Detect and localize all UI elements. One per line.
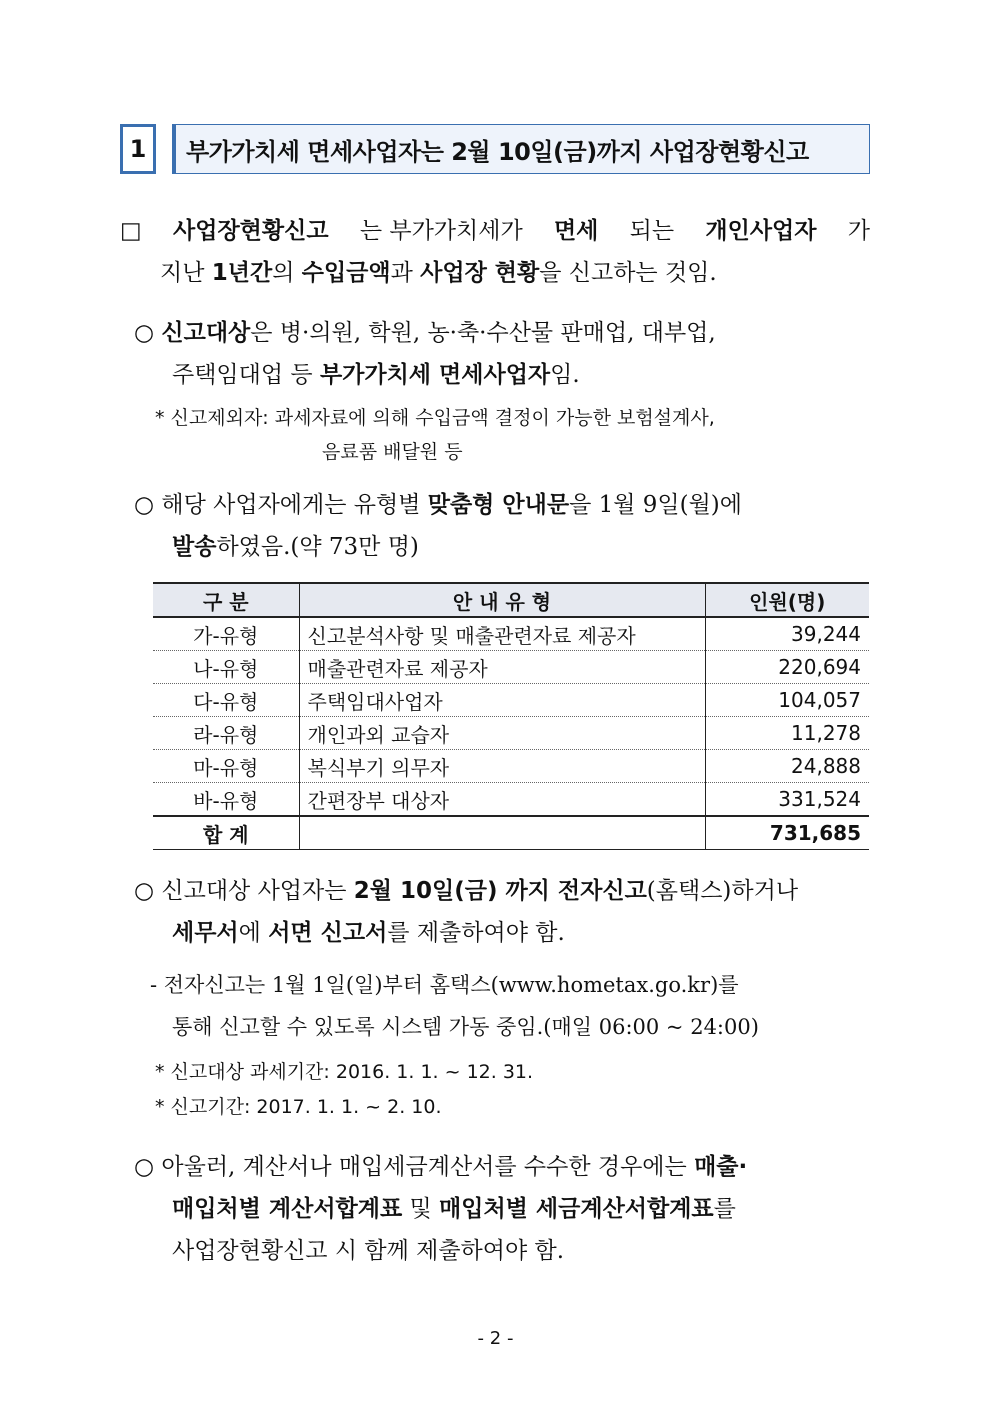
- header-type: 안 내 유 형: [299, 583, 705, 617]
- table-cell: 복식부기 의무자: [299, 750, 705, 783]
- text: 임.: [550, 362, 580, 388]
- text: 맞춤형 안내문: [427, 492, 570, 518]
- text: 면세: [553, 218, 599, 244]
- text: 신고대상 사업자는: [161, 878, 354, 904]
- para4-note2: * 신고기간: 2017. 1. 1. ~ 2. 10.: [155, 1096, 442, 1118]
- text: 사업장현황신고: [173, 218, 329, 244]
- section-number: 1: [120, 124, 156, 174]
- para4-note1: * 신고대상 과세기간: 2016. 1. 1. ~ 12. 31.: [155, 1061, 534, 1083]
- para3-line2: [172, 530, 872, 564]
- text: 가: [847, 218, 870, 244]
- table-cell: 11,278: [705, 717, 869, 750]
- text: 과: [390, 260, 421, 286]
- text: 사업장 현황: [420, 260, 540, 286]
- text: 2월 10일(금) 까지 전자신고: [353, 878, 647, 904]
- para5-line2: [172, 1192, 872, 1226]
- table-cell: 간편장부 대상자: [299, 783, 705, 817]
- table-row: [153, 783, 869, 817]
- text: 주택임대업 등: [172, 362, 320, 388]
- table-cell: 바-유형: [153, 783, 299, 817]
- table-row: [153, 617, 869, 651]
- table-row: [153, 750, 869, 783]
- section-title: 부가가치세 면세사업자는 2월 10일(금)까지 사업장현황신고: [172, 124, 870, 174]
- table-cell: 마-유형: [153, 750, 299, 783]
- table-cell: 24,888: [705, 750, 869, 783]
- text: 개인사업자: [705, 218, 817, 244]
- table-cell: 합 계: [153, 816, 299, 850]
- circle-bullet-icon: ○: [134, 1154, 155, 1180]
- circle-bullet-icon: ○: [134, 492, 155, 518]
- para5-line3: 사업장현황신고 시 함께 제출하여야 함.: [172, 1238, 565, 1264]
- table-total-row: [153, 816, 869, 850]
- table-cell: 나-유형: [153, 651, 299, 684]
- para2-line2: [172, 358, 872, 392]
- text: 의: [272, 260, 302, 286]
- page-number: - 2 -: [477, 1328, 514, 1349]
- para2-line1: [134, 316, 874, 350]
- table-row: [153, 651, 869, 684]
- table-cell: 104,057: [705, 684, 869, 717]
- text: 아울러, 계산서나 매입세금계산서를 수수한 경우에는: [161, 1154, 695, 1180]
- table-cell: 주택임대사업자: [299, 684, 705, 717]
- table-cell: [299, 816, 705, 850]
- text: 을 신고하는 것임.: [539, 260, 717, 286]
- text: 되는: [629, 218, 675, 244]
- table-row: [153, 717, 869, 750]
- text: 세무서: [172, 920, 239, 946]
- table-header-row: [153, 583, 869, 617]
- text: 를 제출하여야 함.: [387, 920, 565, 946]
- table-cell: 개인과외 교습자: [299, 717, 705, 750]
- text: 하였음.(약 73만 명): [216, 534, 419, 560]
- para3-line1: [134, 488, 874, 522]
- text: 매입처별 세금계산서합계표: [439, 1196, 714, 1222]
- text: 부가가치세 면세사업자: [319, 362, 551, 388]
- header-category: 구 분: [153, 583, 299, 617]
- text: 매출·: [694, 1154, 748, 1180]
- table-cell: 39,244: [705, 617, 869, 651]
- text: 해당 사업자에게는 유형별: [161, 492, 428, 518]
- text: 신고대상: [161, 320, 251, 346]
- table-cell: 라-유형: [153, 717, 299, 750]
- text: 지난: [160, 260, 212, 286]
- para5-line1: [134, 1150, 874, 1184]
- text: 발송: [172, 534, 217, 560]
- text: 을 1월 9일(월)에: [569, 492, 742, 518]
- para2-note1: * 신고제외자: 과세자료에 의해 수입금액 결정이 가능한 보험설계사,: [155, 407, 715, 429]
- table-cell: 매출관련자료 제공자: [299, 651, 705, 684]
- para4-detail2: 통해 신고할 수 있도록 시스템 가동 중임.(매일 06:00 ~ 24:00): [172, 1015, 759, 1039]
- text: 매입처별 계산서합계표: [172, 1196, 403, 1222]
- circle-bullet-icon: ○: [134, 878, 155, 904]
- circle-bullet-icon: ○: [134, 320, 155, 346]
- type-table: [153, 582, 869, 850]
- para4-line1: [134, 874, 874, 908]
- table-row: [153, 684, 869, 717]
- text: 서면 신고서: [268, 920, 388, 946]
- text: 및: [402, 1196, 440, 1222]
- square-bullet-icon: □: [120, 218, 142, 244]
- table-cell: 신고분석사항 및 매출관련자료 제공자: [299, 617, 705, 651]
- para4-detail1: - 전자신고는 1월 1일(일)부터 홈택스(www.hometax.go.kr)를: [150, 973, 739, 997]
- para1-line1: [120, 214, 870, 248]
- text: 를: [713, 1196, 736, 1222]
- text: 1년간: [211, 260, 273, 286]
- para1-line2: [160, 256, 870, 290]
- para2-note2: 음료품 배달원 등: [322, 441, 463, 463]
- table-cell: 다-유형: [153, 684, 299, 717]
- para4-line2: [172, 916, 872, 950]
- table-cell: 220,694: [705, 651, 869, 684]
- table-cell: 331,524: [705, 783, 869, 817]
- text: (홈택스)하거나: [646, 878, 799, 904]
- header-count: 인원(명): [705, 583, 869, 617]
- text: 에: [238, 920, 269, 946]
- text: 수입금액: [301, 260, 391, 286]
- table-cell: 가-유형: [153, 617, 299, 651]
- table-cell: 731,685: [705, 816, 869, 850]
- text: 은 병·의원, 학원, 농·축·수산물 판매업, 대부업,: [250, 320, 716, 346]
- text: 는 부가가치세가: [359, 218, 523, 244]
